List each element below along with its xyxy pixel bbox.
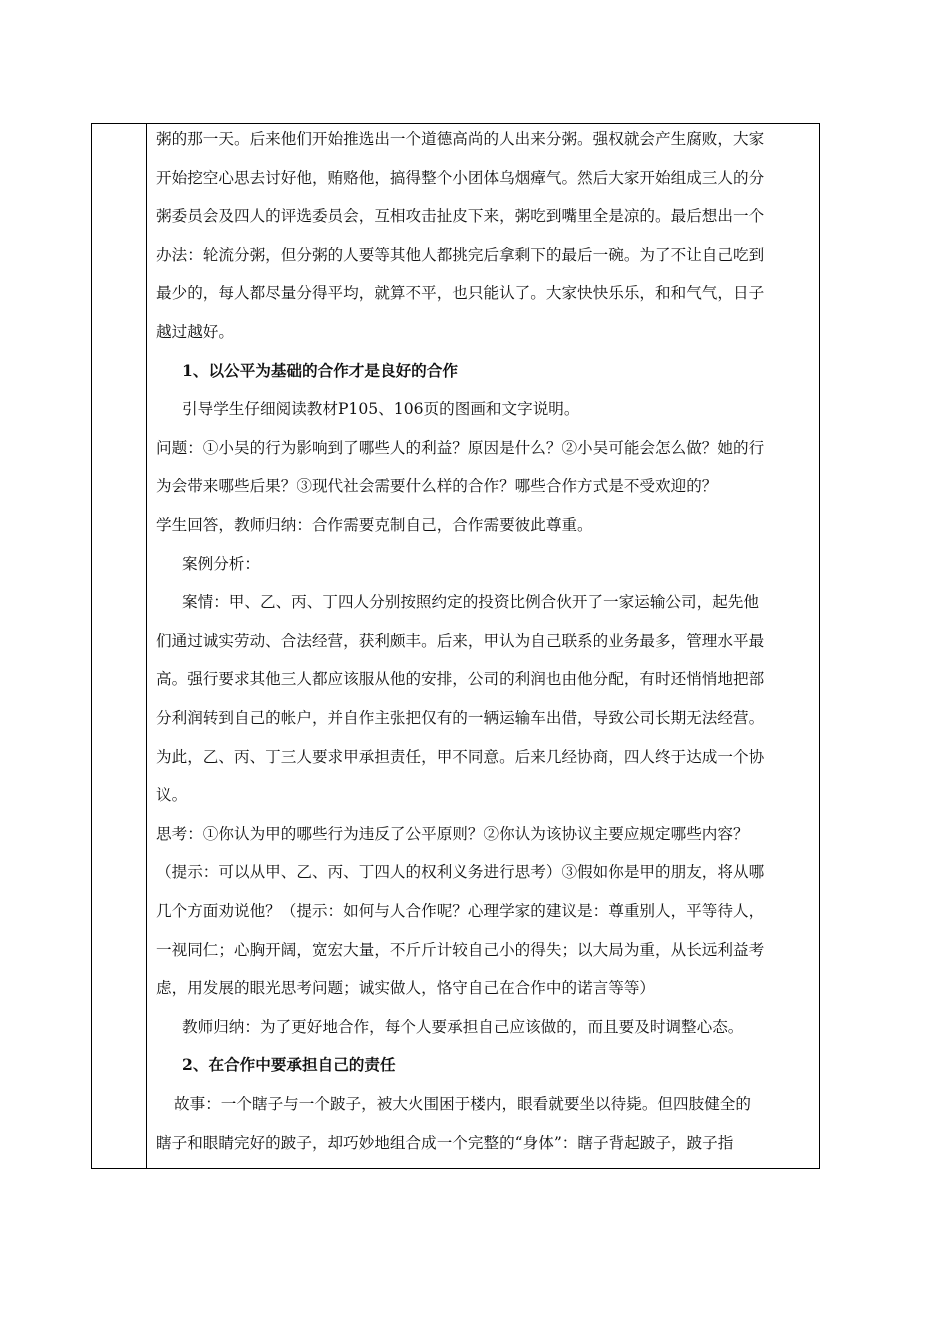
text-line: 粥委员会及四人的评选委员会，互相攻击扯皮下来，粥吃到嘴里全是凉的。最后想出一个 bbox=[156, 207, 765, 226]
text-line: 学生回答，教师归纳：合作需要克制自己，合作需要彼此尊重。 bbox=[156, 516, 593, 534]
text-line: 办法：轮流分粥，但分粥的人要等其他人都挑完后拿剩下的最后一碗。为了不让自己吃到 bbox=[156, 245, 765, 264]
text-line: 们通过诚实劳动、合法经营，获利颇丰。后来，甲认为自己联系的业务最多，管理水平最 bbox=[156, 631, 765, 650]
text-line: 开始挖空心思去讨好他，贿赂他，搞得整个小团体乌烟瘴气。然后大家开始组成三人的分 bbox=[156, 168, 765, 187]
text-line: 故事：一个瞎子与一个跛子，被大火围困于楼内，眼看就要坐以待毙。但四肢健全的 bbox=[174, 1095, 751, 1113]
text-line: 案情：甲、乙、丙、丁四人分别按照约定的投资比例合伙开了一家运输公司，起先他 bbox=[182, 593, 759, 612]
text-line: 为此，乙、丙、丁三人要求甲承担责任，甲不同意。后来几经协商，四人终于达成一个协 bbox=[156, 747, 765, 766]
text-line: 教师归纳：为了更好地合作，每个人要承担自己应该做的，而且要及时调整心态。 bbox=[182, 1017, 744, 1036]
lesson-table bbox=[91, 123, 820, 1169]
table-left-column bbox=[92, 124, 147, 1168]
text-line: 思考：①你认为甲的哪些行为违反了公平原则？②你认为该协议主要应规定哪些内容？ bbox=[156, 824, 749, 843]
text-line: 几个方面劝说他？（提示：如何与人合作呢？心理学家的建议是：尊重别人，平等待人， bbox=[156, 902, 765, 920]
text-line: 虑，用发展的眼光思考问题；诚实做人，恪守自己在合作中的诺言等等） bbox=[156, 979, 656, 998]
text-line: 案例分析： bbox=[182, 554, 260, 573]
text-line: （提示：可以从甲、乙、丙、丁四人的权利义务进行思考）③假如你是甲的朋友，将从哪 bbox=[156, 863, 765, 882]
text-line: 为会带来哪些后果？③现代社会需要什么样的合作？哪些合作方式是不受欢迎的？ bbox=[156, 477, 718, 496]
text-line: 议。 bbox=[156, 786, 188, 805]
text-line: 一视同仁；心胸开阔，宽宏大量，不斤斤计较自己小的得失；以大局为重，从长远利益考 bbox=[156, 940, 765, 959]
text-line: 高。强行要求其他三人都应该服从他的安排，公司的利润也由他分配，有时还悄悄地把部 bbox=[156, 670, 765, 689]
text-line: 最少的，每人都尽量分得平均，就算不平，也只能认了。大家快快乐乐，和和气气，日子 bbox=[156, 284, 765, 303]
text-line: 越过越好。 bbox=[156, 323, 234, 341]
section-heading: 1、以公平为基础的合作才是良好的合作 bbox=[182, 360, 458, 380]
text-line: 分利润转到自己的帐户，并自作主张把仅有的一辆运输车出借，导致公司长期无法经营。 bbox=[156, 709, 765, 727]
section-heading: 2、在合作中要承担自己的责任 bbox=[182, 1055, 396, 1075]
text-line: 粥的那一天。后来他们开始推选出一个道德高尚的人出来分粥。强权就会产生腐败，大家 bbox=[156, 130, 765, 148]
text-line: 问题：①小吴的行为影响到了哪些人的利益？原因是什么？②小吴可能会怎么做？她的行 bbox=[156, 438, 765, 457]
text-line: 瞎子和眼睛完好的跛子，却巧妙地组合成一个完整的“身体”：瞎子背起跛子，跛子指 bbox=[156, 1133, 734, 1152]
text-line: 引导学生仔细阅读教材P105、106页的图画和文字说明。 bbox=[182, 400, 580, 419]
